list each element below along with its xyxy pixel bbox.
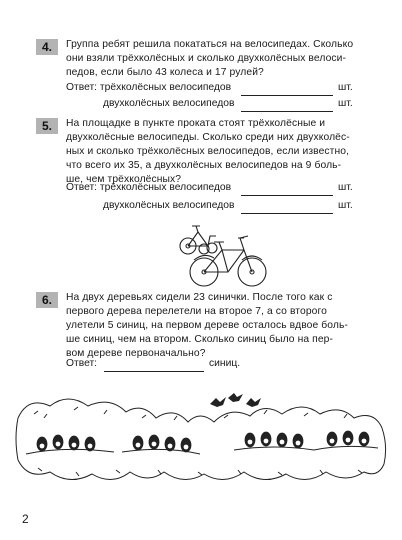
bicycle-icon	[178, 222, 268, 290]
task-text-line: первого дерева перелетели на второе 7, а со второго	[66, 306, 327, 317]
answer-blank[interactable]	[104, 361, 204, 372]
answer-unit: шт.	[338, 200, 353, 211]
task-text-line: ных и сколько трёхколёсных велосипедов, если известно,	[66, 146, 350, 157]
task-text	[66, 117, 382, 187]
answer-row	[66, 181, 231, 195]
task-text-line: ше синиц, чем на втором. Сколько синиц было на пер-	[66, 334, 334, 345]
task-number: 5.	[36, 118, 58, 134]
answer-row	[66, 357, 97, 371]
task-text-line: На двух деревьях сидели 23 синички. После того как с	[66, 292, 333, 303]
answer-blank[interactable]	[241, 185, 333, 196]
task-text-line: ше, чем трёхколёсных?	[66, 174, 182, 185]
answer-blank[interactable]	[241, 85, 333, 96]
answer-row-label: двухколёсных велосипедов	[103, 98, 235, 109]
bicycles-illustration	[178, 222, 268, 290]
answer-unit: шт.	[338, 182, 353, 193]
task-text-line: педов, если было 43 колеса и 17 рулей?	[66, 67, 264, 78]
task-text-line: что всего их 35, а двухколёсных велосипедов на 9 боль-	[66, 160, 342, 171]
answer-row	[103, 199, 234, 213]
task-text-line: Группа ребят решила покататься на велосипедах. Сколько	[66, 39, 354, 50]
answer-row-label: трёхколёсных велосипедов	[99, 82, 232, 93]
answer-row-label: трёхколёсных велосипедов	[99, 182, 232, 193]
answer-unit: шт.	[338, 82, 353, 93]
answer-blank[interactable]	[241, 101, 333, 112]
answer-row-label: двухколёсных велосипедов	[103, 200, 235, 211]
answer-unit: шт.	[338, 98, 353, 109]
answer-row	[66, 81, 231, 95]
task-number: 4.	[36, 39, 58, 55]
task-text-line: вом дереве первоначально?	[66, 348, 206, 359]
answer-unit: синиц.	[209, 358, 241, 369]
task-number: 6.	[36, 292, 58, 308]
answer-label: Ответ:	[66, 358, 98, 369]
tree-with-birds-icon	[14, 388, 388, 490]
answer-row	[103, 97, 234, 111]
answer-label: Ответ:	[66, 182, 98, 193]
task-text-line: двухколёсные велосипеды. Сколько среди них двухколёс-	[66, 132, 350, 143]
task-text	[66, 291, 382, 361]
page-number: 2	[22, 512, 29, 526]
birds-on-trees-illustration	[14, 388, 388, 490]
task-text-line: На площадке в пункте проката стоят трёхколёсные и	[66, 118, 326, 129]
task-text-line: они взяли трёхколёсных и сколько двухколёсных велоси-	[66, 53, 347, 64]
task-text	[66, 38, 382, 80]
answer-label: Ответ:	[66, 82, 98, 93]
task-text-line: улетели 5 синиц, на первом дереве осталось вдвое боль-	[66, 320, 348, 331]
answer-blank[interactable]	[241, 203, 333, 214]
